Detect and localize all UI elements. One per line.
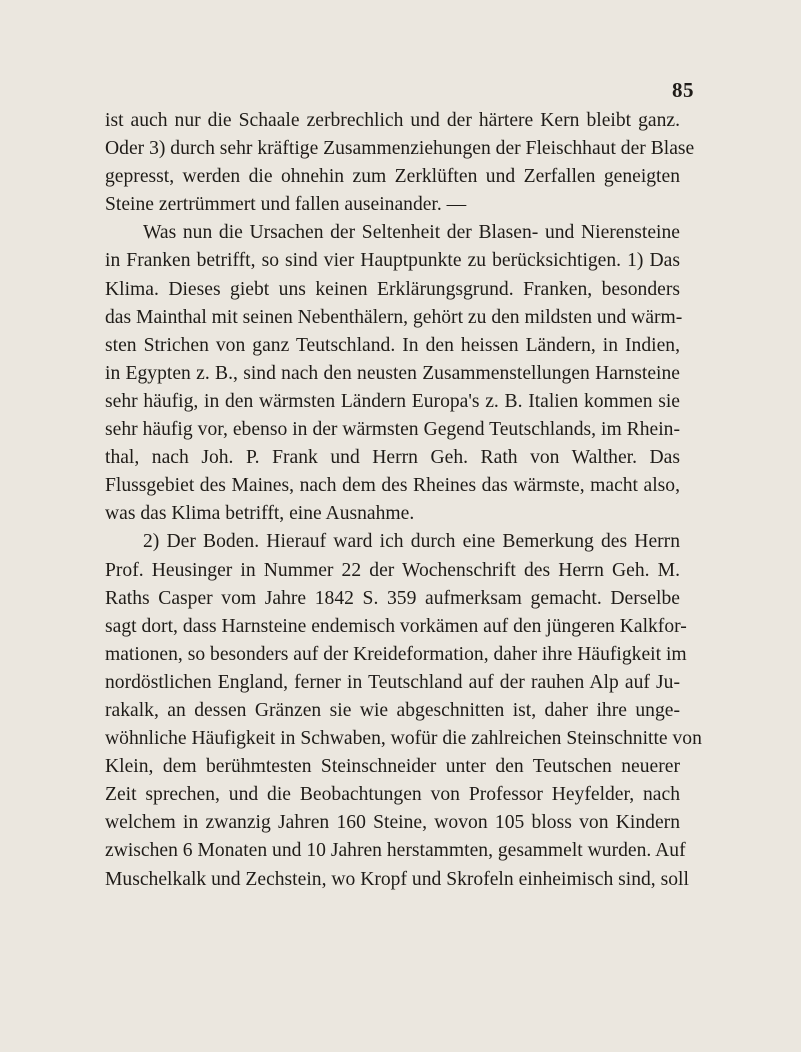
text-line: zwischen 6 Monaten und 10 Jahren herstammten, gesammelt wurden. Auf bbox=[105, 840, 686, 862]
text-line: wöhnliche Häufigkeit in Schwaben, wofür die zahlreichen Steinschnitte von bbox=[105, 728, 702, 750]
text-line: mationen, so besonders auf der Kreideformation, daher ihre Häufigkeit im bbox=[105, 643, 687, 665]
text-line: Klima. Dieses giebt uns keinen Erklärungsgrund. Franken, besonders bbox=[105, 278, 680, 300]
text-line: ist auch nur die Schaale zerbrechlich und der härtere Kern bleibt ganz. bbox=[105, 110, 680, 131]
text-line: sehr häufig, in den wärmsten Ländern Europa's z. B. Italien kommen sie bbox=[105, 390, 680, 412]
text-line: Klein, dem berühmtesten Steinschneider unter den Teutschen neuerer bbox=[105, 756, 680, 778]
text-line: Steine zertrümmert und fallen auseinander. — bbox=[105, 194, 467, 216]
text-line: sten Strichen von ganz Teutschland. In den heissen Ländern, in Indien, bbox=[105, 334, 680, 356]
text-line: thal, nach Joh. P. Frank und Herrn Geh. Rath von Walther. Das bbox=[105, 447, 680, 469]
text-line: das Mainthal mit seinen Nebenthälern, gehört zu den mildsten und wärm- bbox=[105, 306, 683, 328]
text-line: Was nun die Ursachen der Seltenheit der Blasen- und Nierensteine bbox=[143, 222, 680, 244]
text-line: Muschelkalk und Zechstein, wo Kropf und Skrofeln einheimisch sind, soll bbox=[105, 868, 689, 890]
text-line: nordöstlichen England, ferner in Teutschland auf der rauhen Alp auf Ju- bbox=[105, 671, 680, 693]
text-line: sagt dort, dass Harnsteine endemisch vorkämen auf den jüngeren Kalkfor- bbox=[105, 615, 687, 637]
body-text bbox=[105, 107, 702, 894]
text-line: gepresst, werden die ohnehin zum Zerklüften und Zerfallen geneigten bbox=[105, 166, 680, 188]
text-line: sehr häufig vor, ebenso in der wärmsten Gegend Teutschlands, im Rhein- bbox=[105, 419, 680, 441]
text-line: was das Klima betrifft, eine Ausnahme. bbox=[105, 503, 415, 525]
text-line: 2) Der Boden. Hierauf ward ich durch eine Bemerkung des Herrn bbox=[143, 531, 680, 553]
text-line: in Egypten z. B., sind nach den neusten Zusammenstellungen Harnsteine bbox=[105, 362, 680, 384]
text-line: Zeit sprechen, und die Beobachtungen von Professor Heyfelder, nach bbox=[105, 784, 680, 806]
text-line: rakalk, an dessen Gränzen sie wie abgeschnitten ist, daher ihre unge- bbox=[105, 699, 680, 721]
text-line: welchem in zwanzig Jahren 160 Steine, wovon 105 bloss von Kindern bbox=[105, 812, 680, 834]
text-line: Flussgebiet des Maines, nach dem des Rheines das wärmste, macht also, bbox=[105, 475, 680, 497]
text-line: in Franken betrifft, so sind vier Hauptpunkte zu berücksichtigen. 1) Das bbox=[105, 250, 680, 272]
text-line: Raths Casper vom Jahre 1842 S. 359 aufmerksam gemacht. Derselbe bbox=[105, 587, 680, 609]
page-number: 85 bbox=[672, 78, 694, 102]
text-line: Oder 3) durch sehr kräftige Zusammenziehungen der Fleischhaut der Blase bbox=[105, 138, 695, 160]
text-line: Prof. Heusinger in Nummer 22 der Wochenschrift des Herrn Geh. M. bbox=[105, 559, 680, 581]
